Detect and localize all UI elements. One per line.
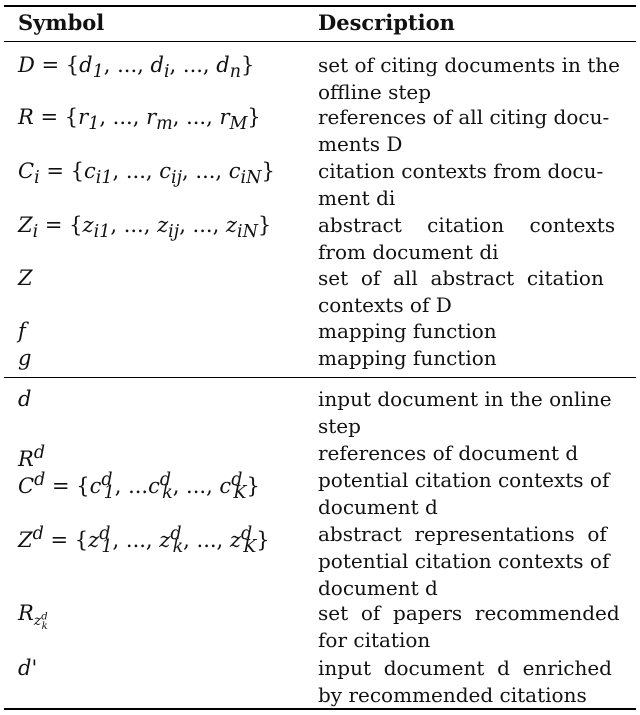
- description-line: input document d enriched: [318, 656, 612, 680]
- table-row-symbol: $R = \{r_1$, ..., $r_m$, ..., $r_M$}: [18, 105, 261, 135]
- table-row-symbol: $C^d = \{c^d_1$, $...c^d_k$, ..., $c^d_K$}: [18, 470, 260, 504]
- description-line: potential citation contexts of: [318, 549, 610, 573]
- description-line: from document di: [318, 240, 499, 264]
- table-row-description: [318, 467, 624, 521]
- table-row-symbol: f: [18, 319, 26, 343]
- description-line: document d: [318, 576, 438, 600]
- description-line: set of papers recommended: [318, 601, 620, 625]
- table-row-description: [318, 655, 624, 709]
- table-bottom-rule: [4, 708, 636, 710]
- table-row-description: [318, 345, 624, 372]
- description-line: mapping function: [318, 346, 497, 370]
- table-row-symbol: $Z^d = \{z^d_1$, ..., $z^d_k$, ..., $z^d_K$}: [18, 524, 270, 558]
- description-line: set of all abstract citation: [318, 266, 604, 290]
- table-row-description: [318, 158, 624, 212]
- table-row-description: [318, 600, 624, 654]
- description-line: abstract representations of: [318, 522, 607, 546]
- table-row-description: [318, 52, 624, 106]
- table-row-symbol: $R_{z^d_k}$: [18, 601, 48, 632]
- description-line: citation contexts from docu-: [318, 159, 604, 183]
- table-row-description: [318, 265, 624, 319]
- description-line: by recommended citations: [318, 683, 587, 707]
- header-description: Description: [318, 10, 455, 35]
- table-row-description: [318, 386, 624, 440]
- table-row-symbol: g: [18, 346, 32, 370]
- description-line: document d: [318, 495, 438, 519]
- table-top-rule: [4, 5, 636, 7]
- table-row-description: [318, 318, 624, 345]
- table-row-description: [318, 104, 624, 158]
- description-line: for citation: [318, 628, 431, 652]
- table-row-description: [318, 440, 624, 467]
- description-line: ments D: [318, 132, 403, 156]
- description-line: offline step: [318, 80, 432, 104]
- description-line: references of all citing docu-: [318, 105, 610, 129]
- description-line: references of document d: [318, 441, 579, 465]
- table-row-symbol: d': [18, 656, 38, 680]
- header-rule: [4, 41, 636, 42]
- description-line: step: [318, 414, 361, 438]
- description-line: mapping function: [318, 319, 497, 343]
- table-row-description: [318, 521, 624, 602]
- description-line: set of citing documents in the: [318, 53, 621, 77]
- table-row-symbol: $Z_i = \{z_{i1}$, ..., $z_{ij}$, ..., $z_{iN}$}: [18, 213, 272, 243]
- table-row-symbol: d: [18, 387, 32, 411]
- table-row-symbol: $R^d$: [18, 443, 46, 471]
- description-line: input document in the online: [318, 387, 612, 411]
- description-line: abstract citation contexts: [318, 213, 616, 237]
- table-row-symbol: $D = \{d_1$, ..., $d_i$, ..., $d_n$}: [18, 53, 255, 83]
- description-line: potential citation contexts of: [318, 468, 610, 492]
- table-row-description: [318, 212, 624, 266]
- description-line: contexts of D: [318, 293, 452, 317]
- table-row-symbol: $C_i = \{c_{i1}$, ..., $c_{ij}$, ..., $c_{iN}$}: [18, 159, 275, 189]
- section-rule: [4, 377, 636, 378]
- header-symbol: Symbol: [18, 10, 105, 35]
- description-line: ment di: [318, 186, 396, 210]
- table-row-symbol: Z: [18, 266, 33, 290]
